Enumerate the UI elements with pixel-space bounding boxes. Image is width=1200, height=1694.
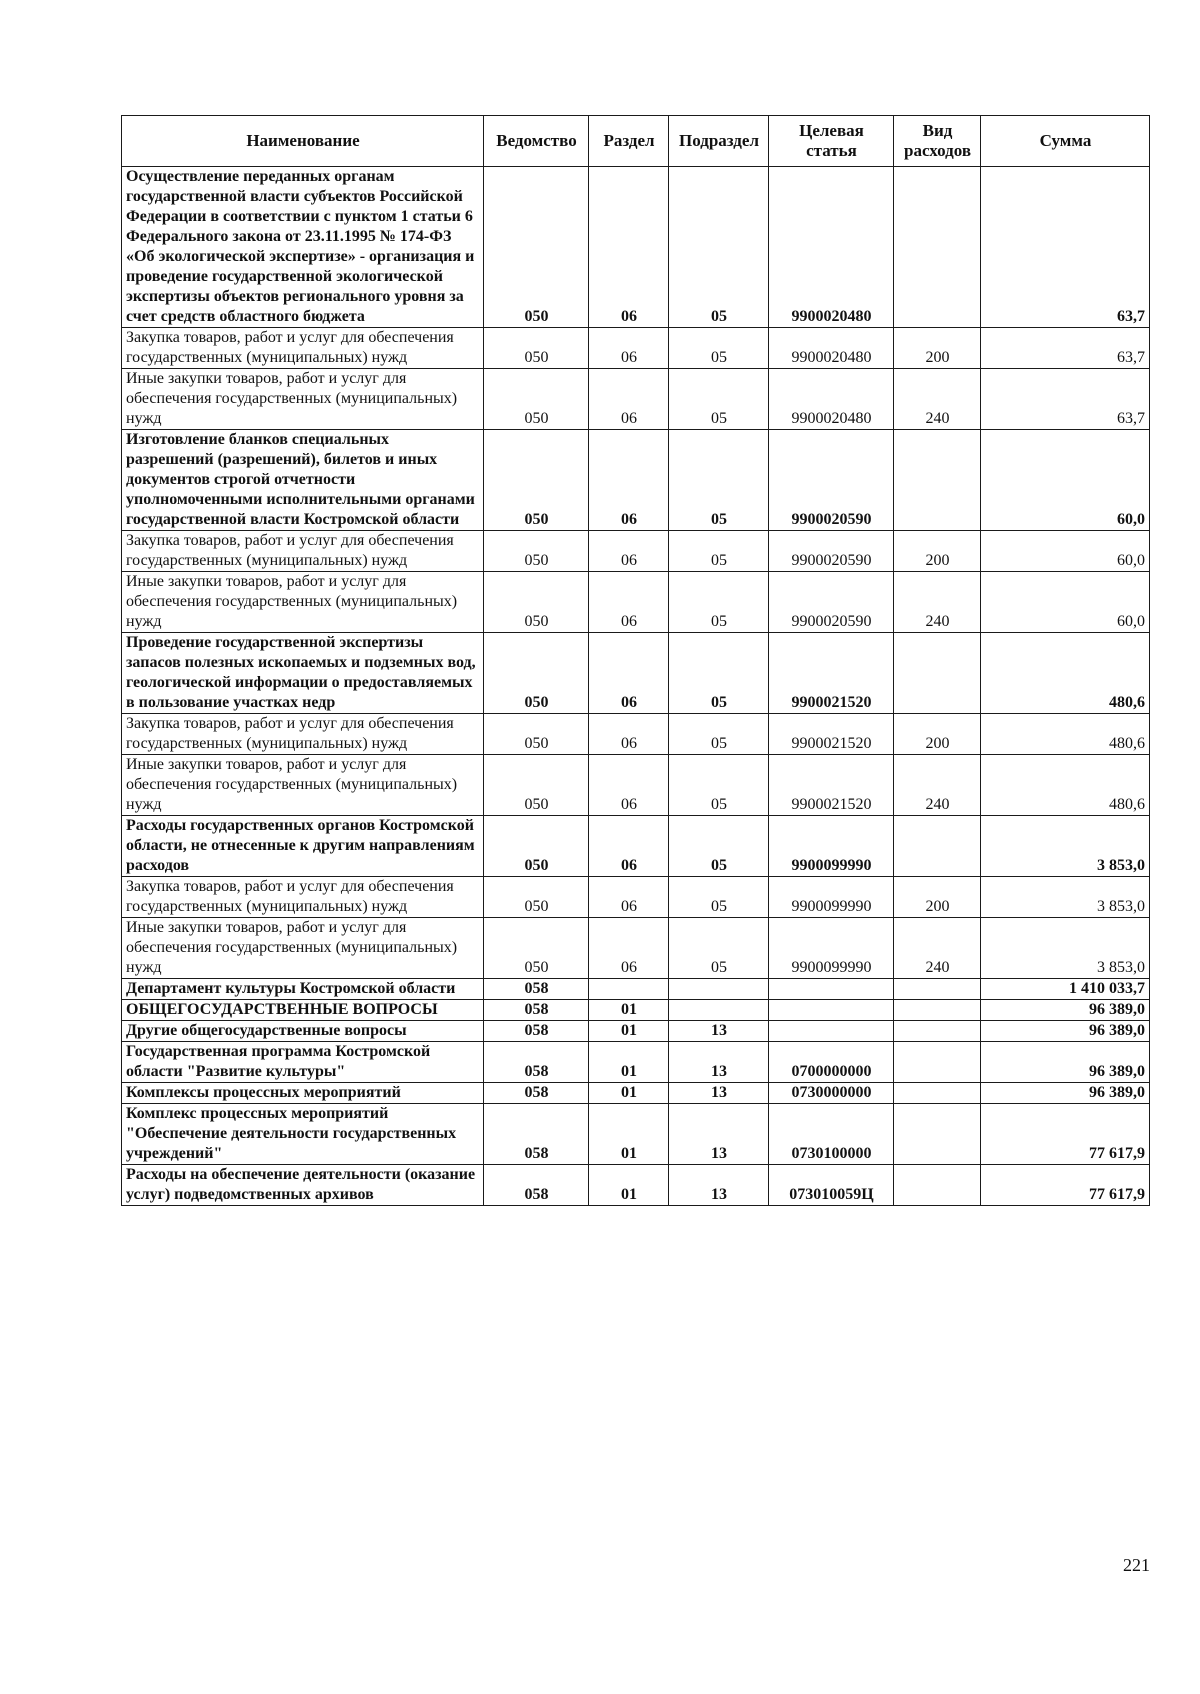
table-row: [122, 531, 1150, 572]
cell-dept: 050: [484, 531, 589, 572]
cell-exp-type: 240: [894, 369, 981, 430]
cell-exp-type: [894, 167, 981, 328]
cell-sum: 480,6: [981, 633, 1150, 714]
cell-subsection: [669, 1000, 769, 1021]
cell-name: Закупка товаров, работ и услуг для обеспечения государственных (муниципальных) нужд: [122, 877, 484, 918]
cell-dept: 050: [484, 816, 589, 877]
cell-subsection: 05: [669, 572, 769, 633]
cell-section: [589, 979, 669, 1000]
cell-exp-type: [894, 1104, 981, 1165]
cell-dept: 050: [484, 430, 589, 531]
cell-sum: 60,0: [981, 430, 1150, 531]
cell-section: 06: [589, 918, 669, 979]
cell-name: Осуществление переданных органам государственной власти субъектов Российской Федерации в соответствии с пунктом 1 статьи 6 Федерального закона от 23.11.1995 № 174-ФЗ «Об экологической экспертизе» - организация и проведение государственной экологической экспертизы объектов регионального уровня за счет средств областного бюджета: [122, 167, 484, 328]
cell-sum: 77 617,9: [981, 1104, 1150, 1165]
cell-name: Другие общегосударственные вопросы: [122, 1021, 484, 1042]
cell-target: 9900021520: [769, 633, 894, 714]
cell-section: 01: [589, 1104, 669, 1165]
cell-sum: 96 389,0: [981, 1021, 1150, 1042]
cell-sum: 63,7: [981, 328, 1150, 369]
cell-name: Закупка товаров, работ и услуг для обеспечения государственных (муниципальных) нужд: [122, 714, 484, 755]
cell-subsection: 05: [669, 328, 769, 369]
cell-exp-type: 200: [894, 714, 981, 755]
cell-section: 06: [589, 167, 669, 328]
cell-exp-type: [894, 1021, 981, 1042]
header-row: [122, 116, 1150, 167]
table-row: [122, 633, 1150, 714]
cell-subsection: 13: [669, 1165, 769, 1206]
cell-dept: 058: [484, 1042, 589, 1083]
header-subsection: Подраздел: [669, 116, 769, 167]
cell-target: 9900020590: [769, 430, 894, 531]
cell-dept: 050: [484, 877, 589, 918]
cell-name: Закупка товаров, работ и услуг для обеспечения государственных (муниципальных) нужд: [122, 531, 484, 572]
cell-section: 06: [589, 755, 669, 816]
table-row: [122, 1104, 1150, 1165]
cell-name: Иные закупки товаров, работ и услуг для обеспечения государственных (муниципальных) нужд: [122, 369, 484, 430]
budget-table: [121, 115, 1150, 1206]
cell-sum: 63,7: [981, 167, 1150, 328]
cell-dept: 050: [484, 918, 589, 979]
cell-subsection: 05: [669, 167, 769, 328]
cell-dept: 050: [484, 633, 589, 714]
cell-subsection: 05: [669, 531, 769, 572]
cell-target: 9900099990: [769, 918, 894, 979]
cell-sum: 63,7: [981, 369, 1150, 430]
table-row: [122, 167, 1150, 328]
cell-sum: 96 389,0: [981, 1000, 1150, 1021]
cell-name: ОБЩЕГОСУДАРСТВЕННЫЕ ВОПРОСЫ: [122, 1000, 484, 1021]
table-row: [122, 1083, 1150, 1104]
cell-exp-type: [894, 979, 981, 1000]
cell-exp-type: 240: [894, 918, 981, 979]
cell-exp-type: [894, 1165, 981, 1206]
cell-name: Расходы на обеспечение деятельности (оказание услуг) подведомственных архивов: [122, 1165, 484, 1206]
table-row: [122, 918, 1150, 979]
cell-subsection: 05: [669, 369, 769, 430]
table-row: [122, 572, 1150, 633]
cell-section: 01: [589, 1083, 669, 1104]
cell-exp-type: 200: [894, 328, 981, 369]
cell-exp-type: [894, 816, 981, 877]
cell-sum: 60,0: [981, 572, 1150, 633]
cell-name: Государственная программа Костромской области "Развитие культуры": [122, 1042, 484, 1083]
table-row: [122, 369, 1150, 430]
cell-section: 06: [589, 714, 669, 755]
cell-subsection: 05: [669, 430, 769, 531]
table-row: [122, 430, 1150, 531]
cell-name: Закупка товаров, работ и услуг для обеспечения государственных (муниципальных) нужд: [122, 328, 484, 369]
cell-subsection: 05: [669, 633, 769, 714]
table-row: [122, 755, 1150, 816]
cell-target: [769, 979, 894, 1000]
cell-target: 9900020480: [769, 369, 894, 430]
cell-sum: 96 389,0: [981, 1083, 1150, 1104]
cell-target: 073010059Ц: [769, 1165, 894, 1206]
cell-target: 9900020590: [769, 531, 894, 572]
cell-section: 01: [589, 1042, 669, 1083]
cell-section: 06: [589, 877, 669, 918]
cell-dept: 058: [484, 1083, 589, 1104]
cell-name: Комплекс процессных мероприятий "Обеспечение деятельности государственных учреждений": [122, 1104, 484, 1165]
header-exp-type: Вид расходов: [894, 116, 981, 167]
table-row: [122, 714, 1150, 755]
cell-subsection: 13: [669, 1083, 769, 1104]
header-section: Раздел: [589, 116, 669, 167]
cell-name: Проведение государственной экспертизы запасов полезных ископаемых и подземных вод, геологической информации о предоставляемых в пользование участках недр: [122, 633, 484, 714]
cell-section: 06: [589, 633, 669, 714]
cell-subsection: 05: [669, 877, 769, 918]
cell-target: 9900021520: [769, 714, 894, 755]
cell-dept: 058: [484, 1000, 589, 1021]
cell-dept: 050: [484, 714, 589, 755]
cell-section: 06: [589, 328, 669, 369]
cell-subsection: 05: [669, 755, 769, 816]
table-row: [122, 877, 1150, 918]
cell-subsection: 13: [669, 1042, 769, 1083]
cell-exp-type: 240: [894, 572, 981, 633]
cell-name: Иные закупки товаров, работ и услуг для обеспечения государственных (муниципальных) нужд: [122, 918, 484, 979]
cell-section: 01: [589, 1000, 669, 1021]
cell-dept: 050: [484, 369, 589, 430]
cell-exp-type: 200: [894, 877, 981, 918]
cell-sum: 3 853,0: [981, 816, 1150, 877]
cell-sum: 96 389,0: [981, 1042, 1150, 1083]
cell-subsection: 05: [669, 918, 769, 979]
cell-exp-type: [894, 633, 981, 714]
cell-subsection: 13: [669, 1021, 769, 1042]
cell-dept: 050: [484, 755, 589, 816]
header-name: Наименование: [122, 116, 484, 167]
cell-section: 01: [589, 1021, 669, 1042]
page-number: 221: [1123, 1555, 1150, 1575]
cell-sum: 3 853,0: [981, 918, 1150, 979]
cell-sum: 3 853,0: [981, 877, 1150, 918]
cell-target: 0730100000: [769, 1104, 894, 1165]
table-row: [122, 1021, 1150, 1042]
table-row: [122, 328, 1150, 369]
cell-target: 9900020480: [769, 167, 894, 328]
table-body: [122, 167, 1150, 1206]
cell-subsection: [669, 979, 769, 1000]
cell-dept: 058: [484, 1104, 589, 1165]
cell-dept: 050: [484, 572, 589, 633]
table-row: [122, 1165, 1150, 1206]
cell-exp-type: [894, 1042, 981, 1083]
cell-dept: 050: [484, 328, 589, 369]
cell-dept: 058: [484, 979, 589, 1000]
header-target: Целевая статья: [769, 116, 894, 167]
cell-exp-type: 200: [894, 531, 981, 572]
cell-sum: 77 617,9: [981, 1165, 1150, 1206]
cell-sum: 480,6: [981, 755, 1150, 816]
table-row: [122, 1000, 1150, 1021]
table-row: [122, 1042, 1150, 1083]
cell-target: 9900099990: [769, 877, 894, 918]
cell-dept: 058: [484, 1021, 589, 1042]
cell-name: Иные закупки товаров, работ и услуг для обеспечения государственных (муниципальных) нужд: [122, 755, 484, 816]
header-dept: Ведомство: [484, 116, 589, 167]
cell-section: 06: [589, 369, 669, 430]
cell-name: Расходы государственных органов Костромской области, не отнесенные к другим направлениям расходов: [122, 816, 484, 877]
cell-exp-type: [894, 1000, 981, 1021]
cell-target: [769, 1021, 894, 1042]
cell-name: Комплексы процессных мероприятий: [122, 1083, 484, 1104]
cell-sum: 60,0: [981, 531, 1150, 572]
cell-target: 0700000000: [769, 1042, 894, 1083]
cell-target: 0730000000: [769, 1083, 894, 1104]
cell-name: Департамент культуры Костромской области: [122, 979, 484, 1000]
cell-subsection: 13: [669, 1104, 769, 1165]
cell-name: Иные закупки товаров, работ и услуг для обеспечения государственных (муниципальных) нужд: [122, 572, 484, 633]
cell-section: 06: [589, 531, 669, 572]
cell-dept: 050: [484, 167, 589, 328]
cell-exp-type: [894, 430, 981, 531]
cell-target: 9900021520: [769, 755, 894, 816]
table-row: [122, 816, 1150, 877]
cell-sum: 480,6: [981, 714, 1150, 755]
cell-exp-type: [894, 1083, 981, 1104]
cell-target: 9900099990: [769, 816, 894, 877]
cell-subsection: 05: [669, 714, 769, 755]
cell-name: Изготовление бланков специальных разрешений (разрешений), билетов и иных документов строгой отчетности уполномоченными исполнительными органами государственной власти Костромской области: [122, 430, 484, 531]
cell-exp-type: 240: [894, 755, 981, 816]
cell-target: 9900020480: [769, 328, 894, 369]
cell-subsection: 05: [669, 816, 769, 877]
cell-section: 06: [589, 430, 669, 531]
cell-sum: 1 410 033,7: [981, 979, 1150, 1000]
table-row: [122, 979, 1150, 1000]
cell-target: [769, 1000, 894, 1021]
cell-dept: 058: [484, 1165, 589, 1206]
header-sum: Сумма: [981, 116, 1150, 167]
cell-section: 06: [589, 572, 669, 633]
cell-target: 9900020590: [769, 572, 894, 633]
cell-section: 06: [589, 816, 669, 877]
cell-section: 01: [589, 1165, 669, 1206]
